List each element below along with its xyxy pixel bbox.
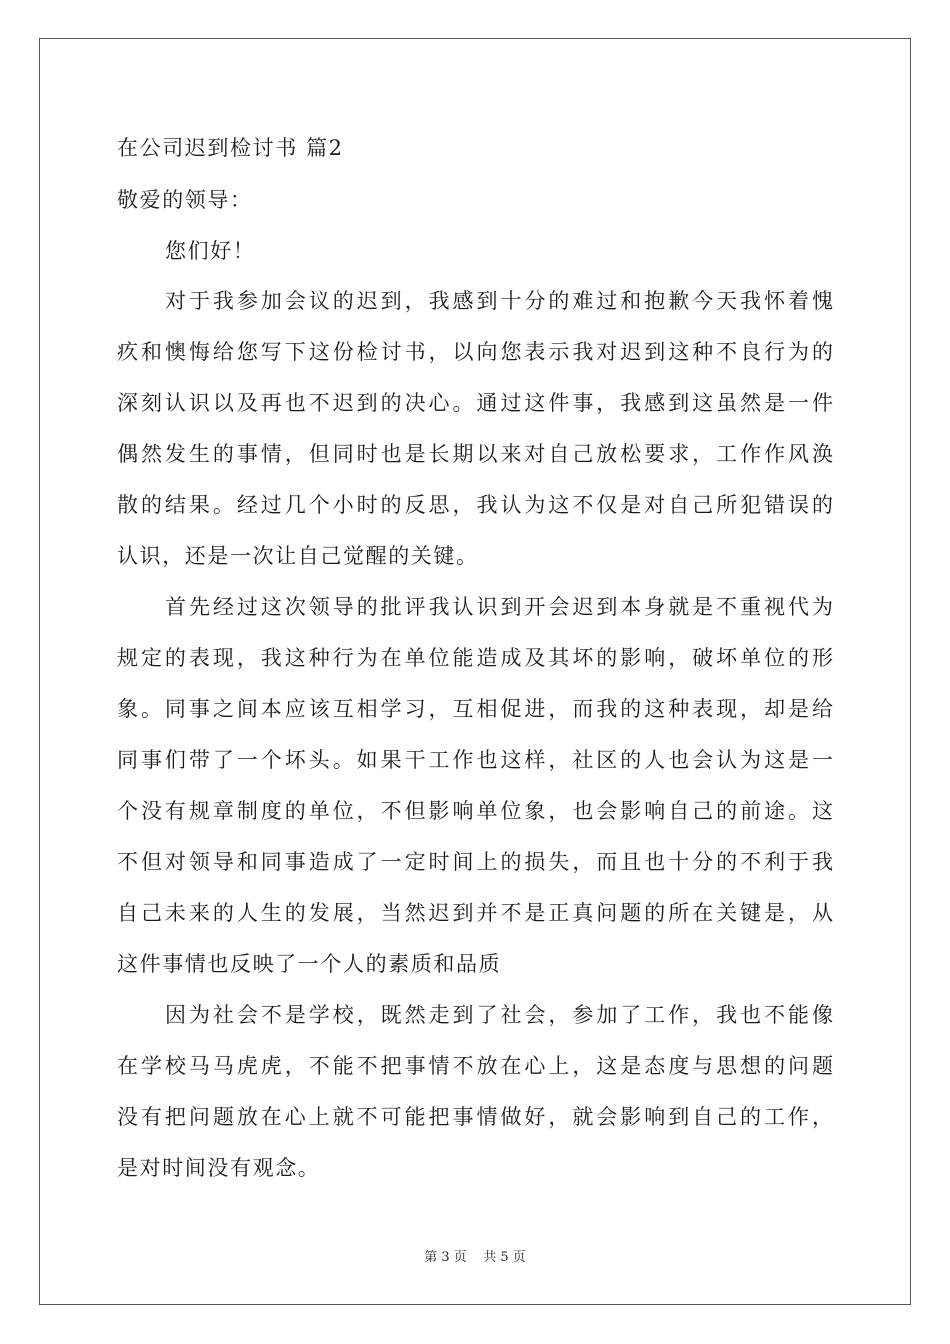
paragraph-line: 偶然发生的事情，但同时也是长期以来对自己放松要求，工作作风涣 [117, 442, 833, 466]
salutation: 敬爱的领导： [117, 188, 253, 212]
paragraph-line: 认识，还是一次让自己觉醒的关键。 [117, 544, 479, 568]
greeting: 您们好！ [165, 239, 256, 263]
paragraph-line: 个没有规章制度的单位，不但影响单位象，也会影响自己的前途。这 [117, 799, 833, 823]
paragraph-line: 这件事情也反映了一个人的素质和品质 [117, 952, 502, 976]
paragraph-line: 自己未来的人生的发展，当然迟到并不是正真问题的所在关键是，从 [117, 901, 833, 925]
document-title: 在公司迟到检讨书 篇2 [117, 136, 344, 160]
paragraph-line: 不但对领导和同事造成了一定时间上的损失，而且也十分的不利于我 [117, 850, 833, 874]
paragraph-line: 散的结果。经过几个小时的反思，我认为这不仅是对自己所犯错误的 [117, 493, 833, 517]
paragraph-line: 深刻认识以及再也不迟到的决心。通过这件事，我感到这虽然是一件 [117, 391, 833, 415]
paragraph-line: 对于我参加会议的迟到，我感到十分的难过和抱歉今天我怀着愧 [165, 289, 833, 313]
paragraph-line: 疚和懊悔给您写下这份检讨书，以向您表示我对迟到这种不良行为的 [117, 340, 833, 364]
paragraph-line: 象。同事之间本应该互相学习，互相促进，而我的这种表现，却是给 [117, 697, 833, 721]
paragraph-line: 同事们带了一个坏头。如果干工作也这样，社区的人也会认为这是一 [117, 748, 833, 772]
page-number-footer: 第 3 页 共 5 页 [424, 1250, 526, 1265]
paragraph-line: 规定的表现，我这种行为在单位能造成及其坏的影响，破坏单位的形 [117, 646, 833, 670]
paragraph-line: 因为社会不是学校，既然走到了社会，参加了工作，我也不能像 [165, 1003, 833, 1027]
paragraph-line: 在学校马马虎虎，不能不把事情不放在心上，这是态度与思想的问题 [117, 1054, 833, 1078]
paragraph-line: 首先经过这次领导的批评我认识到开会迟到本身就是不重视代为 [165, 595, 833, 619]
paragraph-line: 是对时间没有观念。 [117, 1156, 321, 1180]
paragraph-line: 没有把问题放在心上就不可能把事情做好，就会影响到自己的工作， [117, 1105, 833, 1129]
